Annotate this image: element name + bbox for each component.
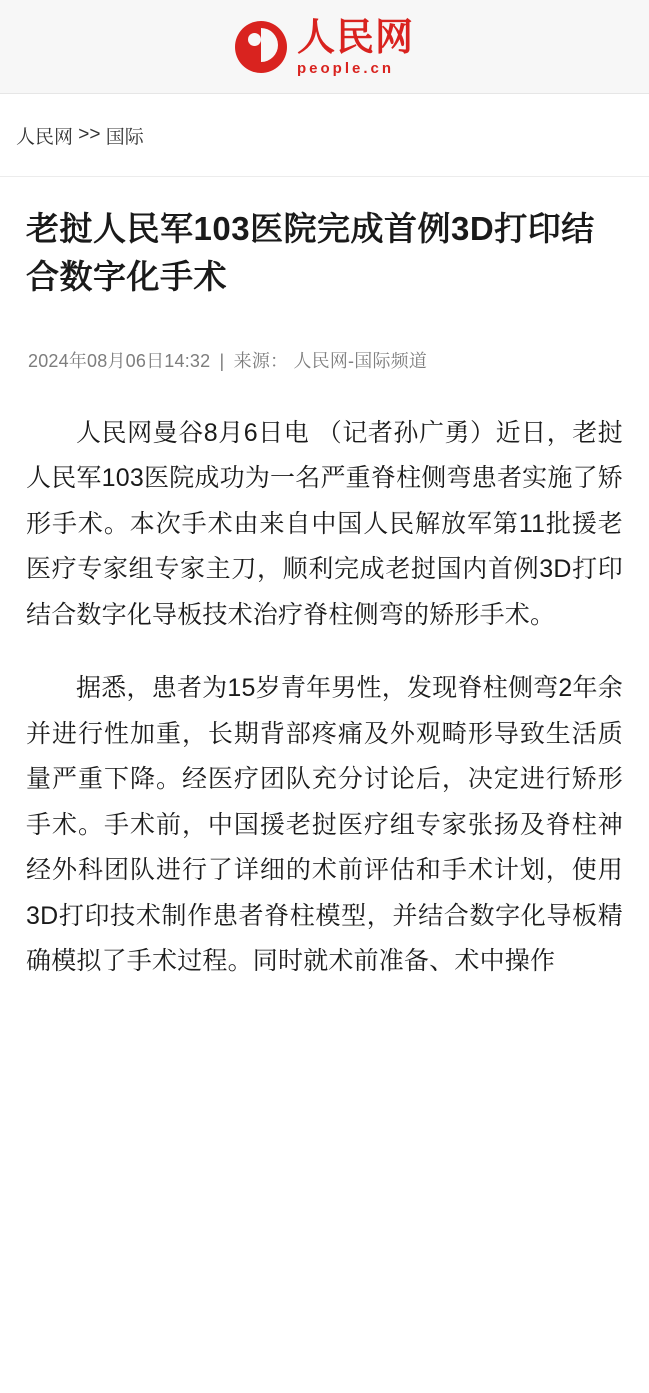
logo-english-name: people.cn [296, 59, 394, 77]
article-meta [28, 347, 623, 373]
site-logo[interactable] [235, 14, 414, 77]
article [0, 177, 649, 985]
meta-separator: | [219, 350, 225, 371]
breadcrumb-separator: >> [73, 124, 106, 145]
site-header [0, 0, 649, 94]
source-label: 来源： [233, 350, 289, 371]
people-cn-logo-icon [235, 21, 287, 73]
article-paragraph: 据悉，患者为15岁青年男性，发现脊柱侧弯2年余并进行性加重，长期背部疼痛及外观畸形导致生活质量严重下降。经医疗团队充分讨论后，决定进行矫形手术。手术前，中国援老挝医疗组专家张扬及脊柱神经外科团队进行了详细的术前评估和手术计划，使用3D打印技术制作患者脊柱模型，并结合数字化导板精确模拟了手术过程。同时就术前准备、术中操作 [26, 674, 623, 976]
breadcrumb-item-home[interactable]: 人民网 [16, 126, 74, 148]
breadcrumb-item-section[interactable]: 国际 [105, 126, 144, 148]
breadcrumb [0, 94, 649, 177]
logo-text [296, 14, 414, 77]
publish-datetime: 2024年08月06日14:32 [28, 350, 211, 371]
logo-chinese-name: 人民网 [296, 14, 414, 59]
page-title: 老挝人民军103医院完成首例3D打印结合数字化手术 [26, 210, 595, 295]
article-paragraph: 人民网曼谷8月6日电 （记者孙广勇）近日，老挝人民军103医院成功为一名严重脊柱侧弯患者实施了矫形手术。本次手术由来自中国人民解放军第11批援老医疗专家组专家主刀，顺利完成老挝国内首例3D打印结合数字化导板技术治疗脊柱侧弯的矫形手术。 [26, 418, 623, 629]
source-name[interactable]: 人民网-国际频道 [293, 350, 428, 371]
